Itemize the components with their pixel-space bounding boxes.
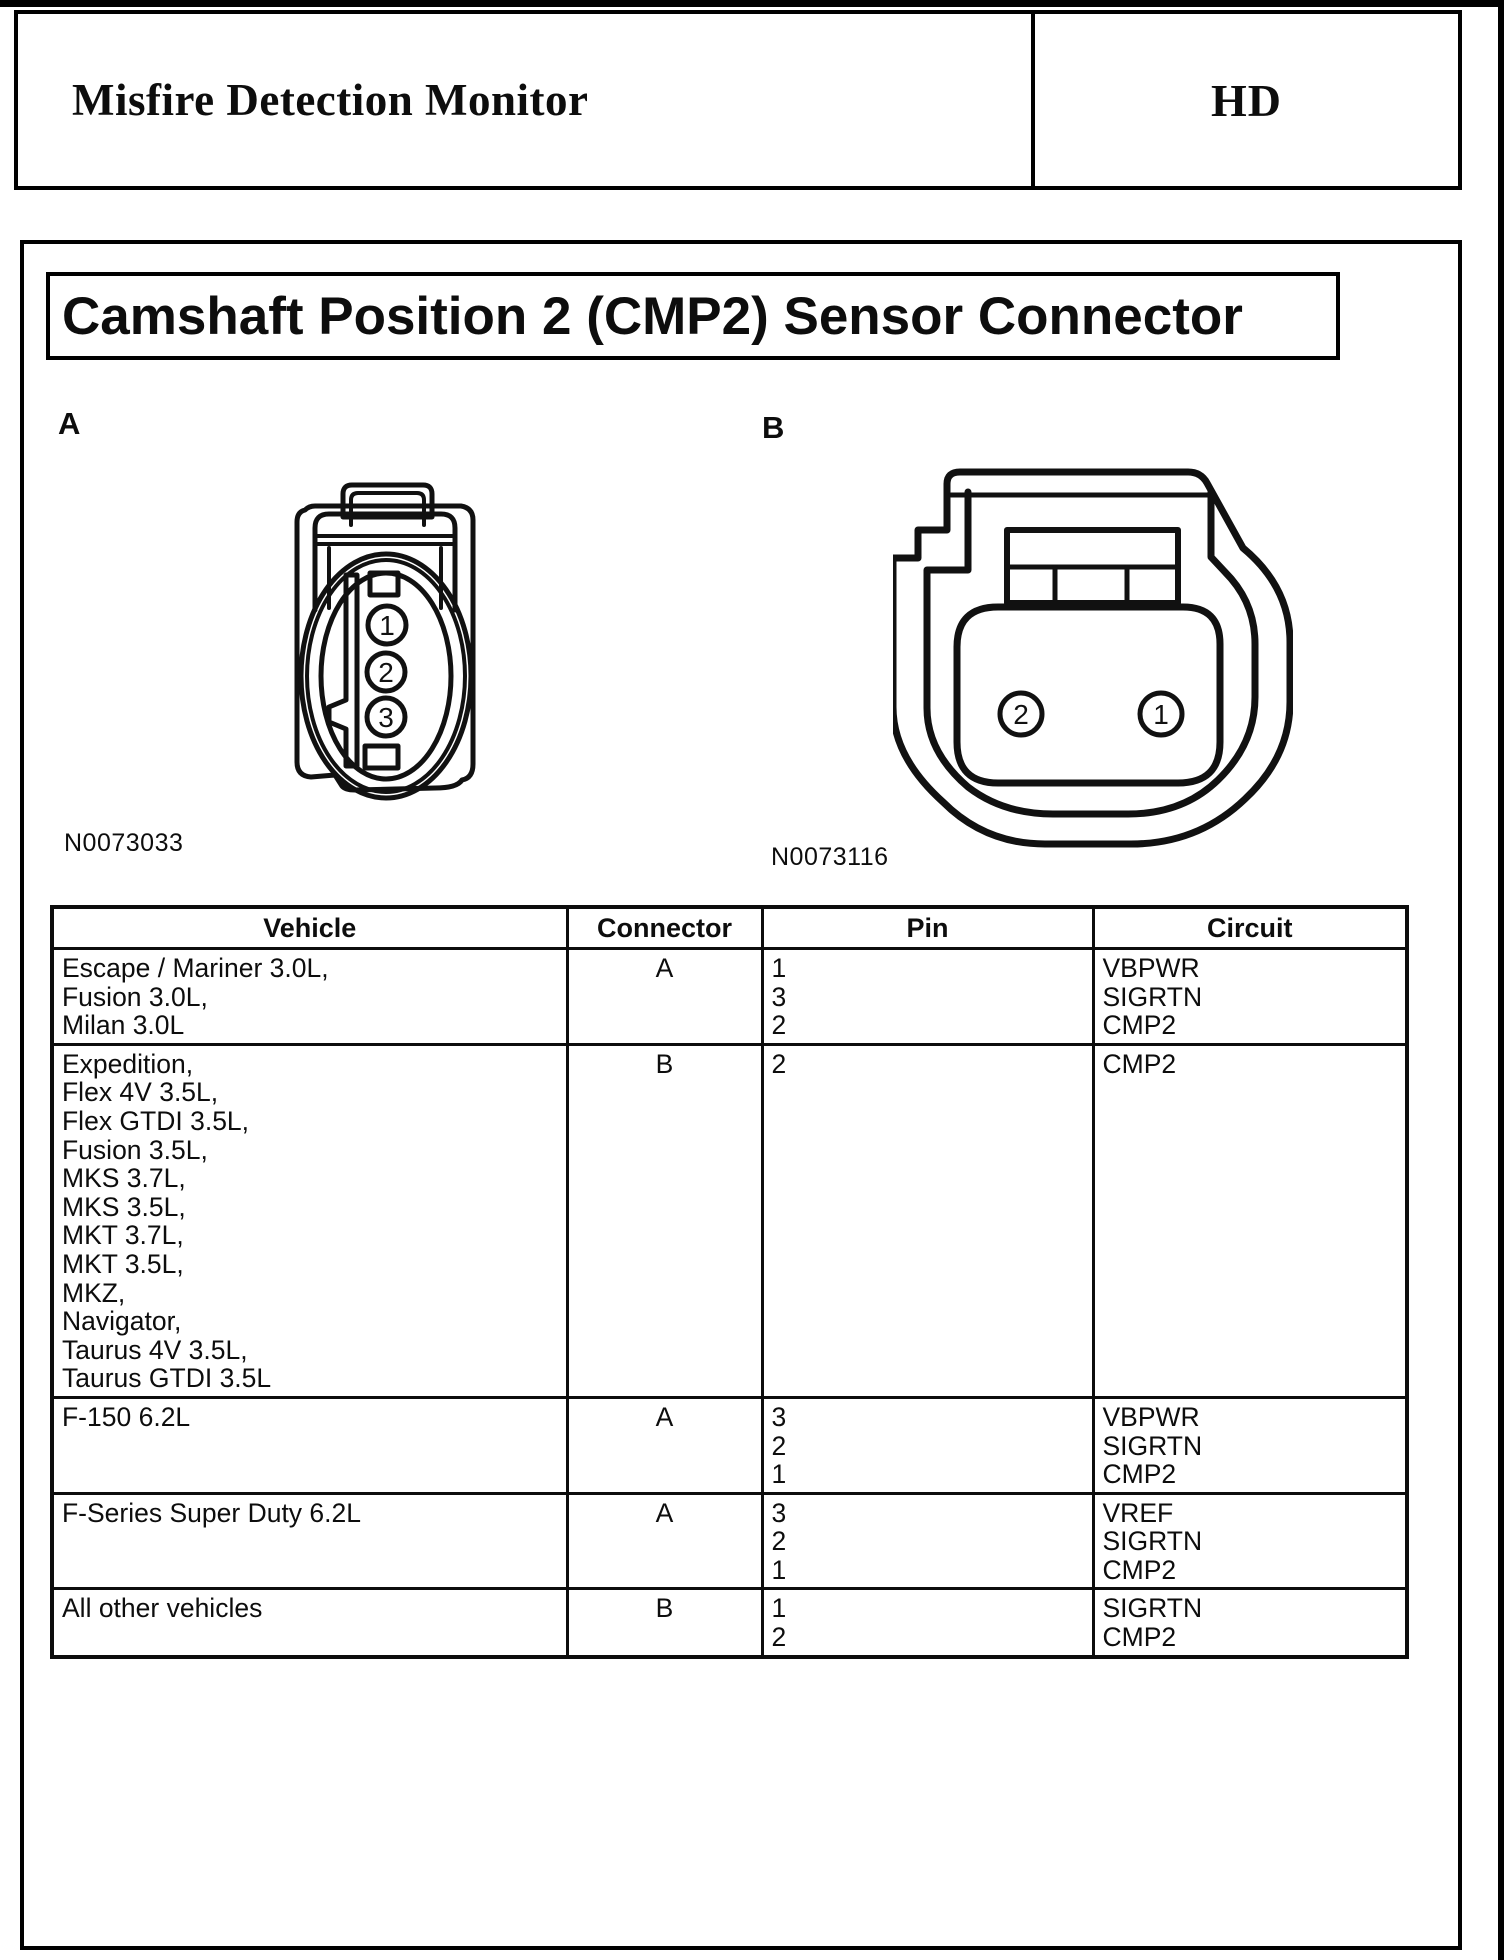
circuit-cell-line: SIGRTN: [1102, 1430, 1203, 1461]
document-code-badge: HD: [1211, 74, 1282, 126]
connector-b-diagram: [893, 462, 1293, 852]
vehicle-cell: [52, 1044, 567, 1397]
pin-cell-line: 3: [771, 981, 787, 1012]
circuit-cell: [1093, 1493, 1407, 1589]
pin-cell: [762, 1044, 1093, 1397]
pin-cell: [762, 1397, 1093, 1493]
circuit-cell-line: VBPWR: [1102, 953, 1200, 983]
diagram-b-label: B: [762, 410, 785, 445]
pin-cell-line: 3: [771, 1401, 787, 1432]
connector-cell-line: B: [655, 1593, 674, 1624]
vehicle-cell: [52, 1589, 567, 1657]
circuit-cell-line: CMP2: [1102, 1554, 1177, 1585]
connector-b-plug-face: [957, 607, 1220, 783]
circuit-cell: [1093, 1589, 1407, 1657]
vehicle-cell-line: Fusion 3.5L,: [62, 1134, 208, 1165]
column-header: Connector: [567, 907, 762, 949]
connector-cell: [567, 1589, 762, 1657]
circuit-cell-line: CMP2: [1102, 1622, 1177, 1653]
section-title-box: [46, 272, 1340, 360]
circuit-cell: [1093, 949, 1407, 1045]
content-box: [20, 240, 1462, 1950]
pin-cell-line: 1: [771, 953, 787, 983]
pin-cell-line: 2: [771, 1622, 787, 1653]
section-title: Camshaft Position 2 (CMP2) Sensor Connector: [62, 286, 1243, 346]
connector-cell: [567, 1044, 762, 1397]
vehicle-cell-line: Milan 3.0L: [62, 1010, 185, 1041]
column-header: Vehicle: [52, 907, 567, 949]
figure-ref-a: N0073033: [64, 829, 184, 857]
scan-edge-right: [1498, 0, 1504, 1960]
circuit-cell-line: CMP2: [1102, 1459, 1177, 1490]
vehicle-cell-line: Flex GTDI 3.5L,: [62, 1105, 250, 1136]
table-row: [52, 1493, 1407, 1589]
connector-cell-line: B: [655, 1048, 674, 1079]
circuit-cell-line: VBPWR: [1102, 1401, 1200, 1432]
pin-cell-line: 3: [771, 1497, 787, 1528]
circuit-cell: [1093, 1397, 1407, 1493]
vehicle-cell-line: Flex 4V 3.5L,: [62, 1077, 219, 1108]
vehicle-cell-line: F-Series Super Duty 6.2L: [62, 1497, 361, 1528]
vehicle-cell-line: All other vehicles: [62, 1593, 263, 1624]
circuit-cell-line: SIGRTN: [1102, 981, 1203, 1012]
connector-cell-line: A: [655, 1401, 674, 1432]
pin-cell: [762, 1493, 1093, 1589]
document-header: [14, 10, 1462, 190]
connector-cell: [567, 1493, 762, 1589]
connector-a-index-notch-bottom: [365, 746, 398, 768]
circuit-cell-line: VREF: [1102, 1497, 1174, 1528]
vehicle-cell-line: MKS 3.5L,: [62, 1191, 186, 1222]
pin-number: 2: [378, 657, 394, 688]
connector-b-inner-outline: [927, 492, 1255, 814]
pin-cell-line: 2: [771, 1010, 787, 1041]
pin-number: 3: [378, 702, 394, 733]
vehicle-cell-line: Taurus 4V 3.5L,: [62, 1334, 248, 1365]
column-header: Pin: [762, 907, 1093, 949]
vehicle-cell-line: Fusion 3.0L,: [62, 981, 208, 1012]
scan-edge-top: [0, 0, 1504, 7]
pin-cell: [762, 949, 1093, 1045]
vehicle-cell-line: Escape / Mariner 3.0L,: [62, 953, 329, 983]
table-row: [52, 1397, 1407, 1493]
column-header: Circuit: [1093, 907, 1407, 949]
table-row: [52, 949, 1407, 1045]
connector-a-tab-inner: [351, 493, 424, 525]
table-row: [52, 1589, 1407, 1657]
vehicle-cell-line: F-150 6.2L: [62, 1401, 191, 1432]
circuit-cell-line: SIGRTN: [1102, 1593, 1203, 1624]
connector-cell-line: A: [655, 953, 674, 983]
vehicle-cell-line: MKZ,: [62, 1277, 126, 1308]
document-title: Misfire Detection Monitor: [18, 14, 1035, 186]
pin-cell-line: 1: [771, 1593, 787, 1624]
circuit-cell: [1093, 1044, 1407, 1397]
pin-number: 2: [1013, 699, 1029, 730]
vehicle-cell: [52, 1397, 567, 1493]
figure-ref-b: N0073116: [771, 843, 889, 871]
vehicle-cell-line: MKS 3.7L,: [62, 1163, 186, 1194]
pin-cell: [762, 1589, 1093, 1657]
table-header-row: [52, 907, 1407, 949]
pin-cell-line: 1: [771, 1459, 787, 1490]
vehicle-cell: [52, 949, 567, 1045]
vehicle-cell-line: MKT 3.5L,: [62, 1248, 184, 1279]
pin-cell-line: 2: [771, 1526, 787, 1557]
circuit-cell-line: SIGRTN: [1102, 1526, 1203, 1557]
pin-cell-line: 2: [771, 1430, 787, 1461]
vehicle-cell-line: Taurus GTDI 3.5L: [62, 1363, 272, 1394]
connector-a-diagram: [285, 470, 495, 805]
pin-cell-line: 2: [771, 1048, 787, 1079]
pin-cell-line: 1: [771, 1554, 787, 1585]
pin-number: 1: [379, 610, 395, 641]
vehicle-cell: [52, 1493, 567, 1589]
connector-cell-line: A: [655, 1497, 674, 1528]
table-row: [52, 1044, 1407, 1397]
vehicle-cell-line: Navigator,: [62, 1306, 182, 1337]
connector-pin-table: [50, 905, 1409, 1659]
circuit-cell-line: CMP2: [1102, 1010, 1177, 1041]
connector-cell: [567, 1397, 762, 1493]
diagram-a-label: A: [58, 406, 81, 441]
circuit-cell-line: CMP2: [1102, 1048, 1177, 1079]
pin-number: 1: [1153, 699, 1169, 730]
vehicle-cell-line: MKT 3.7L,: [62, 1220, 184, 1251]
connector-cell: [567, 949, 762, 1045]
vehicle-cell-line: Expedition,: [62, 1048, 194, 1079]
